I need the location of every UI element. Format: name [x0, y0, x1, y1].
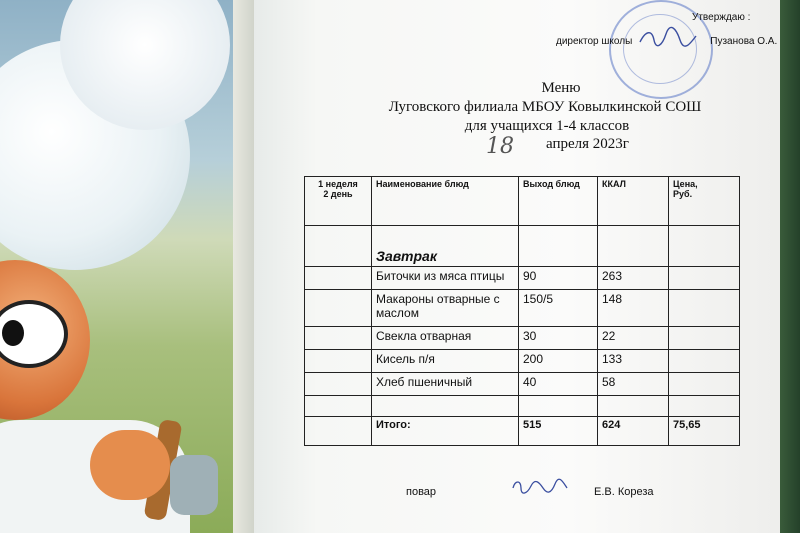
dish-price — [669, 267, 740, 290]
school-name: Луговского филиала МБОУ Ковылкинской СОШ — [388, 99, 702, 115]
table-row — [305, 290, 740, 327]
table-row — [305, 373, 740, 396]
section-title: Завтрак — [372, 226, 519, 267]
director-line — [556, 36, 777, 47]
dish-output: 200 — [519, 350, 598, 373]
date-month-year: апреля 2023г — [546, 136, 629, 152]
dish-output: 150/5 — [519, 290, 598, 327]
blank-row — [305, 396, 740, 417]
menu-sheet — [254, 0, 780, 533]
chef-pupil — [2, 320, 24, 346]
chef-hand — [90, 430, 170, 500]
header-week-day: 1 неделя 2 день — [305, 177, 372, 226]
section-row — [305, 226, 740, 267]
cartoon-chef-poster — [0, 0, 250, 533]
dish-price — [669, 327, 740, 350]
dish-name: Макароны отварные с маслом — [372, 290, 519, 327]
grade-range: для учащихся 1-4 классов — [464, 118, 630, 134]
dish-price — [669, 350, 740, 373]
dish-name: Кисель п/я — [372, 350, 519, 373]
total-label: Итого: — [372, 417, 519, 446]
dish-name: Биточки из мяса птицы — [372, 267, 519, 290]
menu-table — [304, 176, 740, 446]
date-day-handwritten: 18 — [486, 134, 514, 159]
director-name: Пузанова О.А. — [710, 36, 778, 47]
dish-output: 30 — [519, 327, 598, 350]
dish-kcal: 148 — [598, 290, 669, 327]
cook-name: Е.В. Кореза — [594, 486, 654, 498]
cook-label: повар — [406, 486, 437, 498]
dish-output: 40 — [519, 373, 598, 396]
header-output: Выход блюд — [519, 177, 598, 226]
approve-label: Утверждаю : — [692, 12, 751, 23]
dish-price — [669, 290, 740, 327]
table-row — [305, 350, 740, 373]
total-row — [305, 417, 740, 446]
header-kcal: ККАЛ — [598, 177, 669, 226]
total-kcal: 624 — [598, 417, 669, 446]
total-price: 75,65 — [669, 417, 740, 446]
salt-shaker — [170, 455, 218, 515]
header-price: Цена, Руб. — [669, 177, 740, 226]
header-dish: Наименование блюд — [372, 177, 519, 226]
table-header-row — [305, 177, 740, 226]
table-row — [305, 327, 740, 350]
board-frame-left — [233, 0, 255, 533]
table-row — [305, 267, 740, 290]
dish-price — [669, 373, 740, 396]
dish-kcal: 22 — [598, 327, 669, 350]
dish-name: Свекла отварная — [372, 327, 519, 350]
dish-kcal: 58 — [598, 373, 669, 396]
menu-title: Меню — [541, 80, 581, 96]
dish-kcal: 263 — [598, 267, 669, 290]
dish-name: Хлеб пшеничный — [372, 373, 519, 396]
dish-kcal: 133 — [598, 350, 669, 373]
total-output: 515 — [519, 417, 598, 446]
cook-signature — [509, 474, 569, 498]
director-label: директор школы — [556, 36, 633, 47]
dish-output: 90 — [519, 267, 598, 290]
